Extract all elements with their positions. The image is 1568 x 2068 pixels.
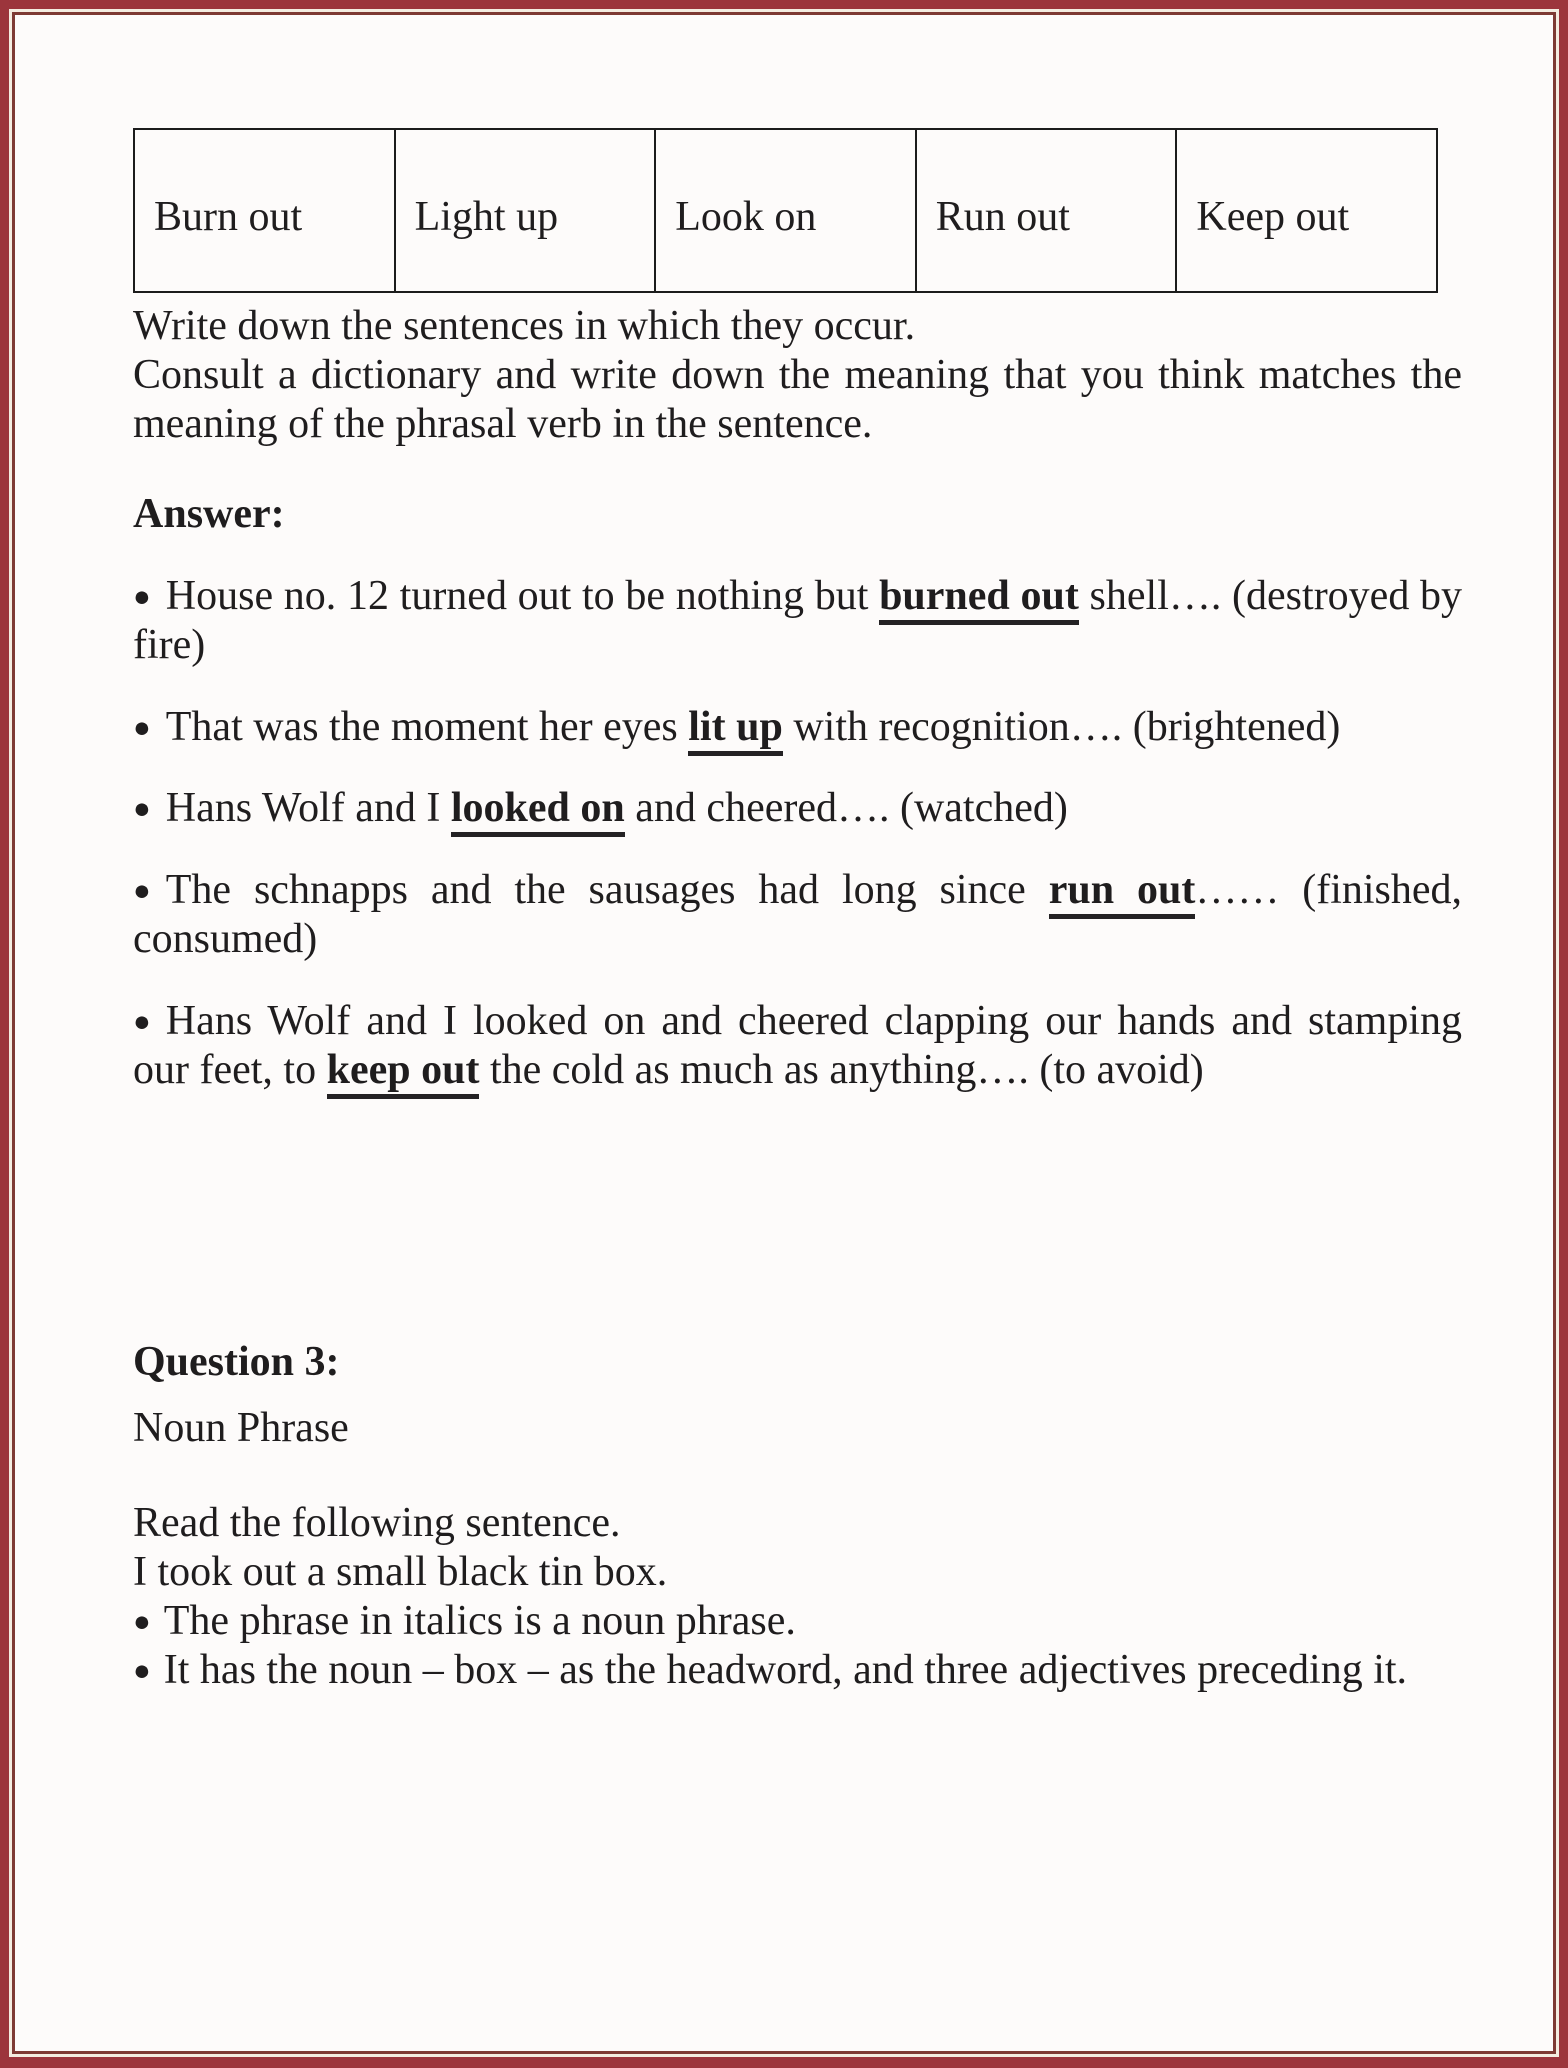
- table-cell-run-out: [917, 130, 1178, 291]
- answer-item-lit-up: [133, 703, 1462, 752]
- answer-text-pre: Hans Wolf and I: [165, 785, 451, 832]
- bullet-icon: ●: [133, 1605, 151, 1638]
- table-cell-burn-out: [135, 130, 396, 291]
- answer-text-post: shell…. (destroyed by fire): [133, 572, 1463, 668]
- table-cell-label: Look on: [675, 194, 817, 241]
- answer-item-run-out: [133, 866, 1462, 964]
- question3-bullet-headword: [133, 1646, 1462, 1695]
- answer-item-keep-out: [133, 997, 1462, 1095]
- instruction-line-1: Write down the sentences in which they occur.: [133, 303, 916, 349]
- answer-item-burned-out: [133, 572, 1462, 670]
- question3-read-line: Read the following sentence.: [133, 1499, 621, 1546]
- question3-bullet-text: The phrase in italics is a noun phrase.: [163, 1597, 796, 1644]
- table-cell-light-up: [396, 130, 657, 291]
- answer-text-post: the cold as much as anything…. (to avoid): [479, 1047, 1204, 1094]
- phrasal-verbs-table: [133, 128, 1438, 293]
- page-content: [15, 15, 1553, 1695]
- table-cell-keep-out: [1177, 130, 1436, 291]
- phrasal-verb-highlight: looked on: [451, 785, 625, 837]
- question3-subheading: Noun Phrase: [133, 1404, 349, 1451]
- instruction-line-2: Consult a dictionary and write down the meaning that you think matches the meaning of the phrasal verb in the sentence.: [133, 351, 1462, 447]
- question3-sentence: I took out a small black tin box.: [133, 1548, 668, 1595]
- table-cell-label: Run out: [935, 194, 1070, 241]
- bullet-icon: ●: [133, 711, 151, 744]
- answer-text-pre: Hans Wolf and I looked on and cheered clapping our hands and stamping our feet, to: [133, 998, 1462, 1094]
- answer-text-post: and cheered…. (watched): [624, 785, 1068, 832]
- table-cell-label: Keep out: [1196, 194, 1350, 241]
- page-frame: [12, 12, 1556, 2054]
- phrasal-verb-highlight: lit up: [688, 704, 783, 756]
- table-cell-label: Burn out: [154, 194, 303, 241]
- bullet-icon: ●: [133, 1654, 151, 1687]
- answer-text-post: with recognition…. (brightened): [782, 703, 1341, 750]
- bullet-icon: ●: [133, 793, 151, 826]
- answer-text-post: …… (finished, consumed): [133, 867, 1463, 963]
- question3-bullet-text: It has the noun – box – as the headword, and three adjectives preceding it.: [163, 1646, 1408, 1693]
- table-cell-look-on: [656, 130, 917, 291]
- answer-item-looked-on: [133, 784, 1462, 833]
- phrasal-verb-highlight: burned out: [879, 573, 1079, 625]
- answer-heading: Answer:: [133, 490, 285, 537]
- bullet-icon: ●: [133, 580, 151, 613]
- table-cell-label: Light up: [414, 194, 559, 241]
- phrasal-verb-highlight: keep out: [327, 1047, 480, 1099]
- bullet-icon: ●: [133, 875, 151, 908]
- question3-heading: Question 3:: [133, 1339, 340, 1386]
- answer-text-pre: That was the moment her eyes: [165, 703, 689, 750]
- bullet-icon: ●: [133, 1006, 151, 1039]
- answer-text-pre: The schnapps and the sausages had long since: [165, 867, 1049, 914]
- phrasal-verb-highlight: run out: [1049, 867, 1196, 919]
- answer-text-pre: House no. 12 turned out to be nothing but: [165, 572, 880, 619]
- question3-bullet-noun-phrase: [133, 1597, 1462, 1646]
